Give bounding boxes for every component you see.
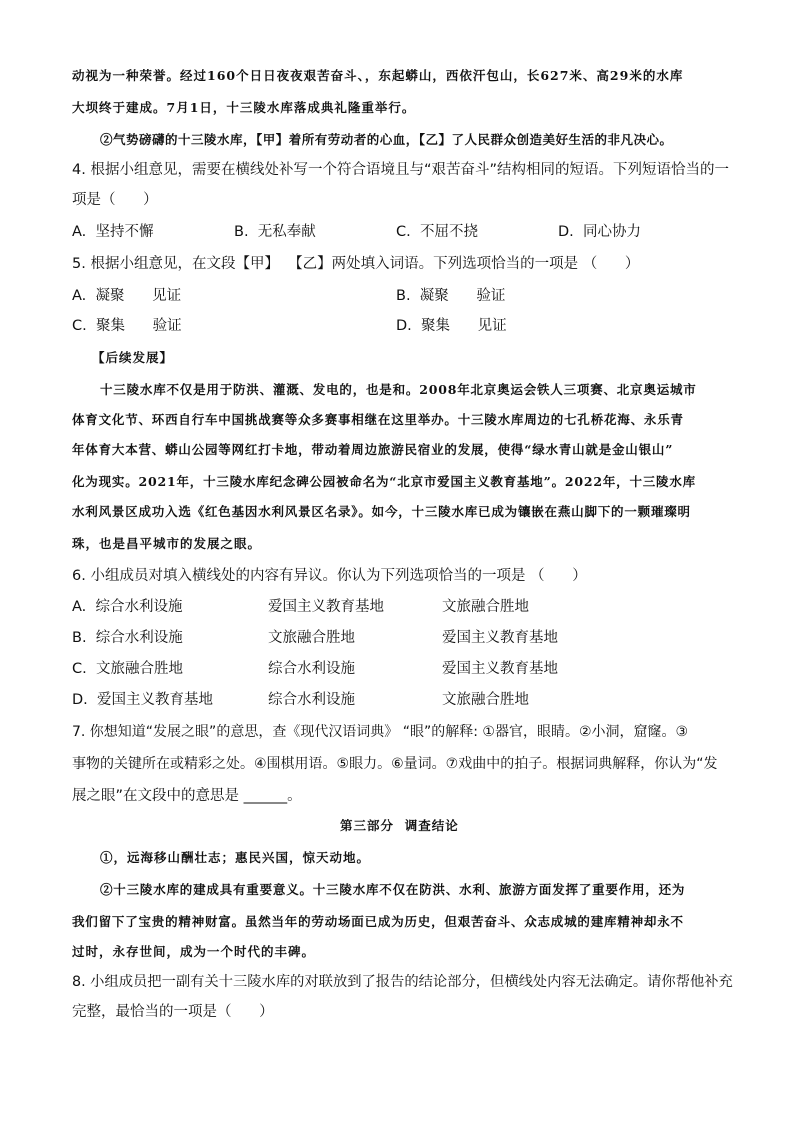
part-3-note-2-line-1: ②十三陵水库的建成具有重要意义。十三陵水库不仅在防洪、水利、旅游方面发挥了重要作用，还为 [100,882,686,897]
note-2-paragraph: ②气势磅礴的十三陵水库，【甲】着所有劳动者的心血，【乙】了人民群众创造美好生活的非凡决心。 [100,132,673,147]
question-7-line-2: 事物的关键所在或精彩之处。④围棋用语。⑤眼力。⑥量词。⑦戏曲中的拍子。根据词典解释，你认为“发 [72,756,718,772]
followup-paragraph-line-1: 十三陵水库不仅是用于防洪、灌溉、发电的，也是和。2008年北京奥运会铁人三项赛、北京奥运城市 [100,382,697,397]
question-6-option-b-col1: B. 综合水利设施 [72,630,183,646]
question-5-option-d: D. 聚集 见证 [396,318,507,334]
question-6-option-b-col2: 文旅融合胜地 [268,630,355,646]
part-3-note-2-line-3: 过时，永存世间，成为一个时代的丰碑。 [72,944,316,959]
question-6-stem: 6. 小组成员对填入横线处的内容有异议。你认为下列选项恰当的一项是 （ ） [72,568,587,584]
intro-line-2: 大坝终于建成。7月1日，十三陵水库落成典礼隆重举行。 [72,100,416,115]
question-8-line-2: 完整，最恰当的一项是（ ） [72,1004,274,1020]
followup-paragraph-line-6: 珠，也是昌平城市的发展之眼。 [72,536,262,551]
question-6-option-d-col1: D. 爱国主义教育基地 [72,692,213,708]
section-heading-followup: 【后续发展】 [92,350,174,365]
question-6-option-b-col3: 爱国主义教育基地 [442,630,558,646]
followup-paragraph-line-2: 体育文化节、环西自行车中国挑战赛等众多赛事相继在这里举办。十三陵水库周边的七孔桥花海、永乐青 [72,412,684,427]
followup-paragraph-line-4: 化为现实。2021年，十三陵水库纪念碑公园被命名为“北京市爱国主义教育基地”。2022年，十三陵水库 [72,474,696,489]
question-4-option-c: C. 不屈不挠 [396,224,478,240]
question-6-option-a-col2: 爱国主义教育基地 [268,599,384,615]
question-6-option-a-col3: 文旅融合胜地 [442,599,529,615]
question-6-option-d-col3: 文旅融合胜地 [442,692,529,708]
part-3-heading: 第三部分 调查结论 [340,818,459,833]
question-6-option-d-col2: 综合水利设施 [268,692,355,708]
question-5-option-c: C. 聚集 验证 [72,318,182,334]
question-6-option-a-col1: A. 综合水利设施 [72,599,183,615]
intro-line-1: 动视为一种荣誉。经过160个日日夜夜艰苦奋斗、，东起蟒山，西依汗包山，长627米、高29米的水库 [72,68,684,83]
followup-paragraph-line-3: 年体育大本营、蟒山公园等网红打卡地，带动着周边旅游民宿业的发展，使得“绿水青山就是金山银山” [72,442,674,457]
question-7-line-1: 7. 你想知道“发展之眼”的意思，查《现代汉语词典》 “眼”的解释: ①器官，眼睛。②小洞，窟窿。③ [72,724,689,740]
question-5-option-b: B. 凝聚 验证 [396,288,506,304]
part-3-note-1: ①，远海移山酬壮志；惠民兴国，惊天动地。 [100,850,371,865]
question-8-line-1: 8. 小组成员把一副有关十三陵水库的对联放到了报告的结论部分，但横线处内容无法确定。请你帮他补充 [72,974,733,990]
followup-paragraph-line-5: 水利风景区成功入选《红色基因水利风景区名录》。如今，十三陵水库已成为镶嵌在燕山脚下的一颗璀璨明 [72,504,691,519]
question-6-option-c-col1: C. 文旅融合胜地 [72,661,183,677]
part-3-note-2-line-2: 我们留下了宝贵的精神财富。虽然当年的劳动场面已成为历史，但艰苦奋斗、众志成城的建库精神却永不 [72,914,684,929]
question-4-option-b: B. 无私奉献 [234,224,316,240]
question-5-option-a: A. 凝聚 见证 [72,288,182,304]
question-4-option-a: A. 坚持不懈 [72,224,154,240]
question-7-line-3: 展之眼”在文段中的意思是 ______。 [72,788,302,804]
question-5-stem: 5. 根据小组意见，在文段【甲】 【乙】两处填入词语。下列选项恰当的一项是 （ ） [72,256,640,272]
question-6-option-c-col2: 综合水利设施 [268,661,355,677]
question-4-stem-line-1: 4. 根据小组意见，需要在横线处补写一个符合语境且与“艰苦奋斗”结构相同的短语。下列短语恰当的一 [72,162,729,178]
question-4-stem-line-2: 项是（ ） [72,192,158,208]
question-6-option-c-col3: 爱国主义教育基地 [442,661,558,677]
question-4-option-d: D. 同心协力 [558,224,641,240]
